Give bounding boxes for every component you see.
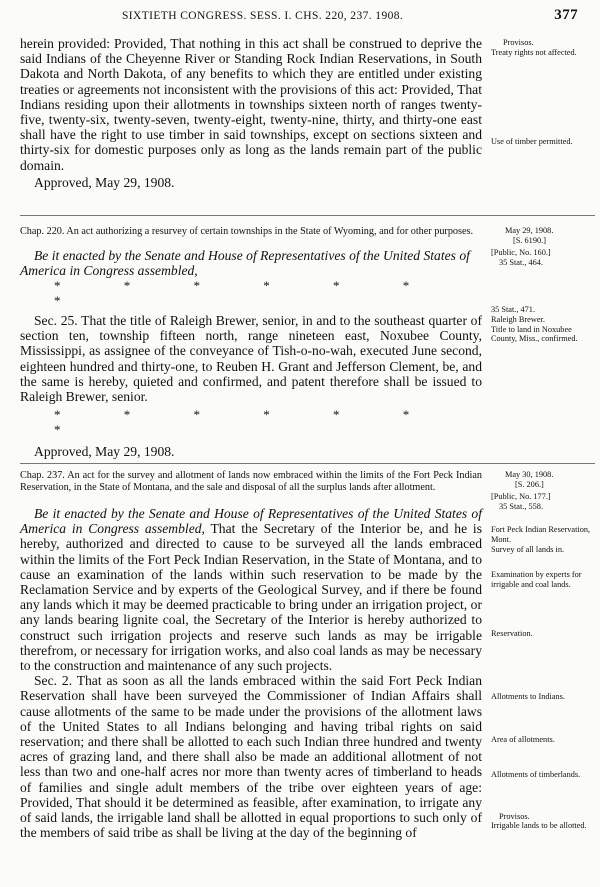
chapter-220-title: Chap. 220. An act authorizing a resurvey of certain townships in the State of Wyoming, and for other purposes. <box>20 226 474 237</box>
margin-stat-471: 35 Stat., 471. <box>491 305 536 315</box>
margin-allotments-indians: Allotments to Indians. <box>491 691 565 701</box>
section-1-text: That the Secretary of the Interior be, and he is hereby, authorized and directed to cause to be surveyed all the lands embraced within the limits of the Fort Peck Indian Reservation, in the State of Montana, and to cause an examination of the lands within such reservation to be made by the Reclamation Service and by experts of the Geological Survey, and if there be found any lands which it may be deemed practicable to bring under an irrigation project, or any lands bearing lignite coal, the Secretary of the Interior is hereby authorized to construct such irrigation projects and reserve such lands as may be irrigable therefrom, or necessary for irrigation works, and also coal lands as may be necessary to the construction and maintenance of any such projects. <box>20 521 482 674</box>
page-number: 377 <box>554 7 578 23</box>
chapter-220 <box>20 226 482 459</box>
margin-timberlands: Allotments of timberlands. <box>491 770 581 780</box>
margin-date-237: May 30, 1908. <box>505 470 554 479</box>
chapter-237 <box>20 470 482 840</box>
section-divider-1 <box>20 215 595 216</box>
section-2: Sec. 2. That as soon as all the lands embraced within the said Fort Peck Indian Reservation shall have been surveyed the Commissioner of Indian Affairs shall cause allotments of the same to be made under the provisions of the allotment laws of the United States to all Indians belonging and having tribal rights on said reservation; and there shall be allotted to each such Indian three hundred and twenty acres of grazing land, and there shall also be made an additional allotment of not less than two and one-half acres nor more than twenty acres of timberland to heads of families and single adult members of the tribe over eighteen years of age: Provided, That should it be determined as feasible, after examination, to irrigate any of said lands, the irrigable land shall be allotted in equal proportions to such only of the members of said tribe as shall be living at the day of the beginning of <box>20 673 482 841</box>
margin-title-confirmed: Title to land in Noxubee County, Miss., confirmed. <box>491 324 578 344</box>
margin-provisos-237: Provisos. <box>499 811 530 821</box>
approval-line-220: Approved, May 29, 1908. <box>34 444 175 460</box>
margin-bill-220: [S. 6190.] <box>513 235 546 245</box>
margin-bill-237: [S. 206.] <box>515 479 544 489</box>
margin-stat-237: 35 Stat., 558. <box>499 501 544 511</box>
margin-treaty-rights: Treaty rights not affected. <box>491 47 577 57</box>
margin-public-237: [Public, No. 177.] <box>491 492 551 502</box>
margin-public-220: [Public, No. 160.] <box>491 248 551 258</box>
margin-reservation: Reservation. <box>491 629 533 639</box>
margin-examination: Examination by experts for irrigable and coal lands. <box>491 570 582 589</box>
margin-raleigh-brewer: Raleigh Brewer. <box>491 314 545 324</box>
margin-timber: Use of timber permitted. <box>491 137 573 147</box>
section-divider-2 <box>20 463 595 464</box>
section-1 <box>20 506 482 673</box>
margin-notes-1 <box>491 38 595 147</box>
margin-notes-220 <box>491 226 595 344</box>
margin-stat-220: 35 Stat., 464. <box>499 257 544 267</box>
enacting-clause-237: Be it enacted by the Senate and House of Representatives of the United States of America in Congress assembled, <box>20 506 482 537</box>
page-header <box>22 6 582 26</box>
margin-notes-237 <box>491 470 595 831</box>
margin-provisos: Provisos. <box>503 38 534 47</box>
chapter-237-title: Chap. 237. An act for the survey and allotment of lands now embraced within the limits of the Fort Peck Indian Reservation, in the State of Montana, and the sale and disposal of all the surplus lands after allotment. <box>20 470 482 493</box>
continued-section <box>20 36 482 190</box>
margin-irrigable: Irrigable lands to be allotted. <box>491 821 587 831</box>
margin-area-allotments: Area of allotments. <box>491 734 555 744</box>
margin-fort-peck: Fort Peck Indian Reservation, Mont. <box>491 525 591 544</box>
ellipsis-stars-1: * * * * * * * <box>54 277 440 308</box>
running-head: SIXTIETH CONGRESS. SESS. I. CHS. 220, 237. 1908. <box>122 10 404 22</box>
section-25: Sec. 25. That the title of Raleigh Brewer, senior, in and to the southeast quarter of section ten, township fifteen north, range nineteen east, Noxubee County, Mississippi, as assignee of the conveyance of Tish-o-no-wah, executed June second, eighteen hundred and thirty-one, to Reuben H. Grant and Jefferson Clement, be, and the same is hereby, quieted and confirmed, and patent therefore shall be issued to Raleigh Brewer, senior. <box>20 312 482 404</box>
continued-paragraph: herein provided: Provided, That nothing in this act shall be construed to deprive the said Indians of the Cheyenne River or Standing Rock Indian Reservations, in South Dakota and North Dakota, of any benefits to which they are entitled under existing treaties or agreements not inconsistent with the provisions of this act: Provided, That Indians residing upon their allotments in townships sixteen north of ranges twenty-five, twenty-six, twenty-seven, twenty-eight, twenty-nine, thirty, and thirty-one east shall have the right to use timber in said townships, except on sections sixteen and thirty-six for domestic purposes only as long as the lands remain part of the public domain. <box>20 36 482 173</box>
margin-date-220: May 29, 1908. <box>505 226 554 235</box>
ellipsis-stars-2: * * * * * * * <box>54 407 440 438</box>
enacting-clause-220: Be it enacted by the Senate and House of Representatives of the United States of America in Congress assembled, <box>20 247 470 278</box>
approval-line-1: Approved, May 29, 1908. <box>34 174 175 190</box>
margin-survey: Survey of all lands in. <box>491 544 565 554</box>
